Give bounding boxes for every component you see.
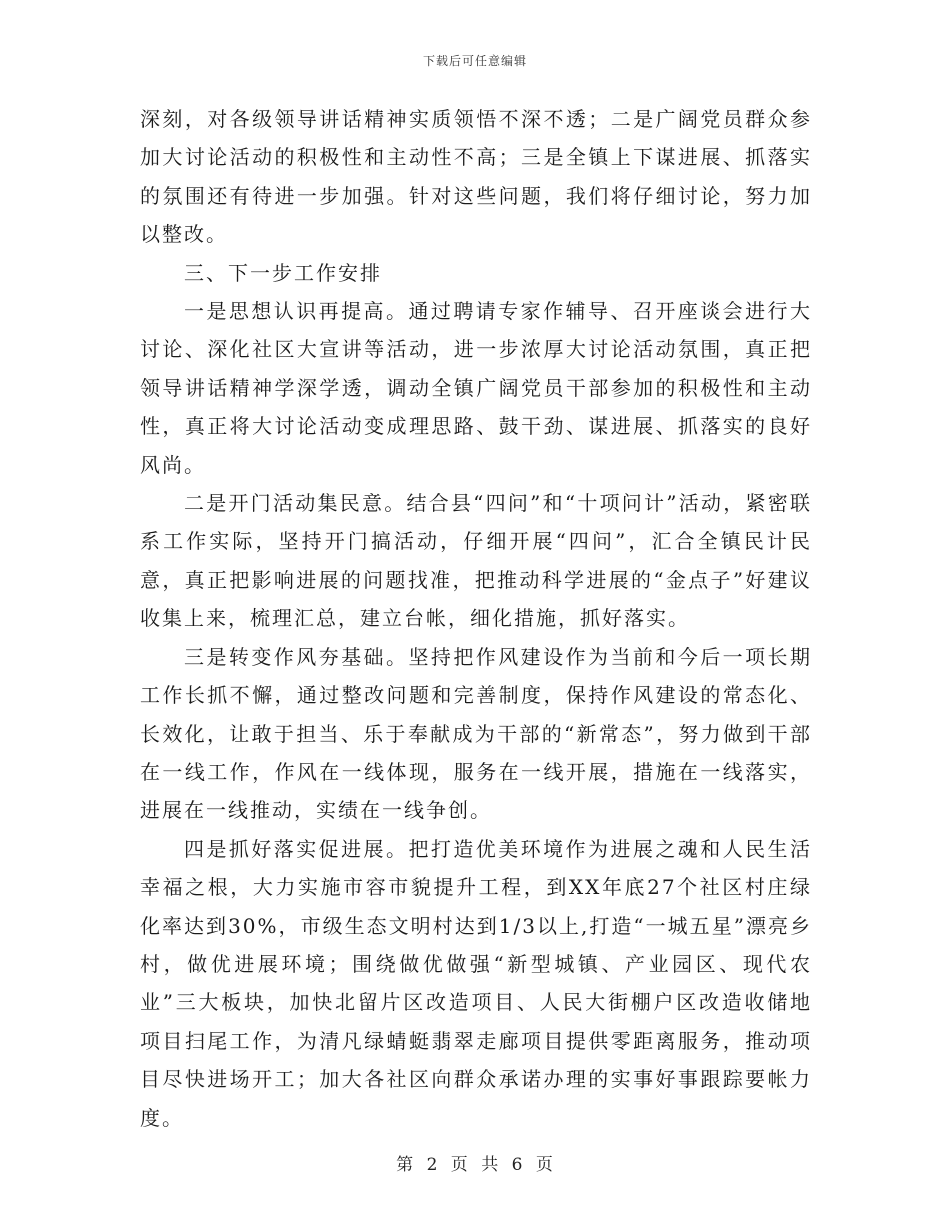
paragraph-2: 一是思想认识再提高。通过聘请专家作辅导、召开座谈会进行大讨论、深化社区大宣讲等活动，进一步浓厚大讨论活动氛围，真正把领导讲话精神学深学透，调动全镇广阔党员干部参加的积极性和主动性，真正将大讨论活动变成理思路、鼓干劲、谋进展、抓落实的良好风尚。 (140, 299, 812, 477)
page-footer (0, 1150, 950, 1175)
footer-label-di: 第 (396, 1155, 415, 1175)
document-body (140, 100, 812, 1137)
section-heading: 三、下一步工作安排 (184, 260, 382, 285)
page-header: 下载后可任意编辑 (422, 54, 527, 68)
paragraph-3: 二是开门活动集民意。结合县“四问”和“十项问计”活动，紧密联系工作实际，坚持开门搞活动，仔细开展“四问”，汇合全镇民计民意，真正把影响进展的问题找准，把推动科学进展的“金点子”好建议收集上来，梳理汇总，建立台帐，细化措施，抓好落实。 (140, 491, 812, 631)
paragraph-4: 三是转变作风夯基础。坚持把作风建设作为当前和今后一项长期工作长抓不懈，通过整改问题和完善制度，保持作风建设的常态化、长效化，让敢于担当、乐于奉献成为干部的“新常态”，努力做到干部在一线工作，作风在一线体现，服务在一线开展，措施在一线落实，进展在一线推动，实绩在一线争创。 (140, 644, 812, 823)
total-pages-number: 6 (511, 1155, 524, 1175)
current-page-number: 2 (426, 1155, 439, 1175)
paragraph-5: 四是抓好落实促进展。把打造优美环境作为进展之魂和人民生活幸福之根，大力实施市容市貌提升工程，到XX年底27个社区村庄绿化率达到30%，市级生态文明村达到1/3以上,打造“一城五星”漂亮乡村，做优进展环境；围绕做优做强“新型城镇、产业园区、现代农业”三大板块，加快北留片区改造项目、人民大街棚户区改造收储地项目扫尾工作，为清凡绿蜻蜓翡翠走廊项目提供零距离服务，推动项目尽快进场开工；加大各社区向群众承诺办理的实事好事跟踪要帐力度。 (140, 836, 812, 1130)
footer-label-gong: 共 (481, 1155, 500, 1175)
paragraph-1: 深刻，对各级领导讲话精神实质领悟不深不透；二是广阔党员群众参加大讨论活动的积极性和主动性不高；三是全镇上下谋进展、抓落实的氛围还有待进一步加强。针对这些问题，我们将仔细讨论，努力加以整改。 (140, 107, 812, 247)
footer-label-ye: 页 (450, 1155, 469, 1175)
footer-label-ye2: 页 (535, 1155, 554, 1175)
